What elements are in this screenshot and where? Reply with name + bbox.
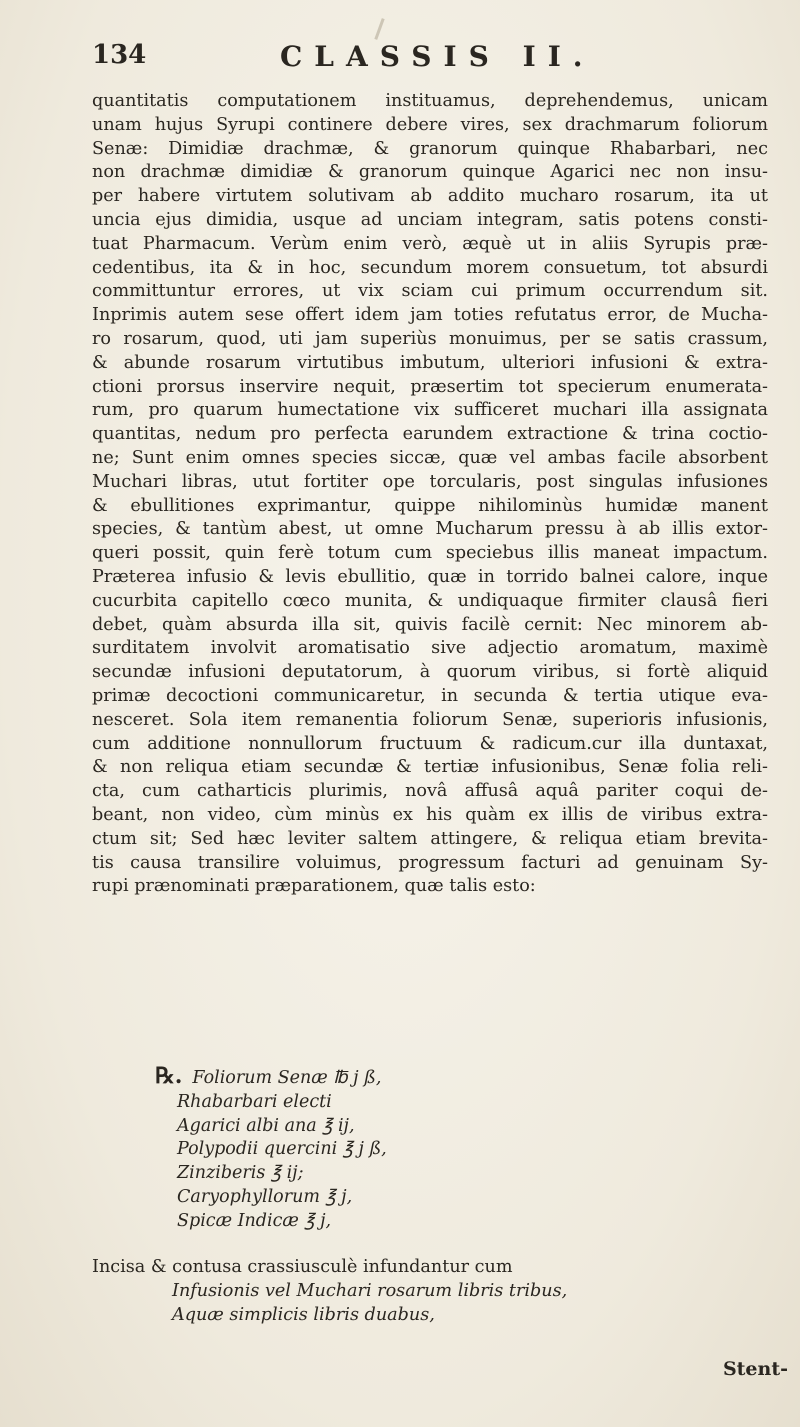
text-line: Præterea infusio & levis ebullitio, quæ in torrido balnei calore, inque xyxy=(92,566,768,587)
text-line: quantitatis computationem instituamus, deprehendemus, unicam xyxy=(92,91,768,111)
text-line: tis causa transilire voluimus, progressum facturi ad genuinam Sy- xyxy=(92,852,768,873)
text-line: ctum sit; Sed hæc leviter saltem attingere, & reliqua etiam brevita- xyxy=(92,828,768,849)
text-line: ro rosarum, quod, uti jam superiùs monuimus, per se satis crassum, xyxy=(92,328,768,349)
recipe-item: Agarici albi ana ℥ ij, xyxy=(177,1115,355,1136)
text-line: species, & tantùm abest, ut omne Mucharum pressu à ab illis extor- xyxy=(92,519,768,540)
text-line: per habere virtutem solutivam ab addito mucharo rosarum, ita ut xyxy=(92,186,768,207)
recipe-first-line xyxy=(155,1065,615,1091)
text-line: cum additione nonnullorum fructuum & radicum.cur illa duntaxat, xyxy=(92,733,768,754)
text-line: ctioni prorsus inservire nequit, præsertim tot specierum enumerata- xyxy=(92,376,768,397)
text-line: unam hujus Syrupi continere debere vires, sex drachmarum foliorum xyxy=(92,114,768,135)
text-line: & ebullitiones exprimantur, quippe nihilominùs humidæ manent xyxy=(92,495,768,516)
text-line: Inprimis autem sese offert idem jam toties refutatus error, de Mucha- xyxy=(92,305,768,326)
text-line: non drachmæ dimidiæ & granorum quinque Agarici nec non insu- xyxy=(92,162,768,183)
text-line: Senæ: Dimidiæ drachmæ, & granorum quinque Rhabarbari, nec xyxy=(92,138,768,159)
closing-line: Aquæ simplicis libris duabus, xyxy=(172,1304,435,1325)
page-number: 134 xyxy=(92,40,147,70)
text-line: rupi prænominati præparationem, quæ talis esto: xyxy=(92,876,536,897)
ink-blemish xyxy=(374,18,384,40)
closing-line: Incisa & contusa crassiusculè infundantur cum xyxy=(92,1257,513,1277)
recipe-item: Caryophyllorum ℥ j, xyxy=(177,1186,353,1207)
text-line: cta, cum catharticis plurimis, novâ affusâ aquâ pariter coqui de- xyxy=(92,781,768,802)
closing-text xyxy=(92,1256,768,1327)
text-line: secundæ infusioni deputatorum, à quorum viribus, si fortè aliquid xyxy=(92,662,768,683)
text-line: nesceret. Sola item remanentia foliorum Senæ, superioris infusionis, xyxy=(92,709,768,730)
text-line: committuntur errores, ut vix sciam cui primum occurrendum sit. xyxy=(92,281,768,302)
recipe-item: Polypodii quercini ℥ j ß, xyxy=(177,1139,387,1160)
catchword: Stent- xyxy=(722,1358,788,1380)
text-line: beant, non video, cùm minùs ex his quàm ex illis de viribus extra- xyxy=(92,804,768,825)
text-line: & non reliqua etiam secundæ & tertiæ infusionibus, Senæ folia reli- xyxy=(92,757,768,778)
recipe-block xyxy=(155,1065,615,1234)
page-header xyxy=(92,40,712,80)
text-line: surditatem involvit aromatisatio sive adjectio aromatum, maximè xyxy=(92,638,768,659)
text-line: cucurbita capitello cœco munita, & undiquaque firmiter clausâ fieri xyxy=(92,590,768,611)
recipe-item: Spicæ Indicæ ℥ j, xyxy=(177,1210,332,1231)
text-line: & abunde rosarum virtutibus imbutum, ulteriori infusioni & extra- xyxy=(92,352,768,373)
text-line: Muchari libras, utut fortiter ope torcularis, post singulas infusiones xyxy=(92,471,768,492)
text-line: tuat Pharmacum. Verùm enim verò, æquè ut in aliis Syrupis præ- xyxy=(92,233,768,254)
text-line: primæ decoctioni communicaretur, in secunda & tertia utique eva- xyxy=(92,685,768,706)
text-line: rum, pro quarum humectatione vix sufficeret muchari illa assignata xyxy=(92,400,768,421)
text-line: ne; Sunt enim omnes species siccæ, quæ vel ambas facile absorbent xyxy=(92,447,768,468)
text-line: queri possit, quin ferè totum cum speciebus illis maneat impactum. xyxy=(92,543,768,564)
recipe-symbol: ℞. xyxy=(155,1063,183,1089)
text-line: debet, quàm absurda illa sit, quivis facilè cernit: Nec minorem ab- xyxy=(92,614,768,635)
closing-line: Infusionis vel Muchari rosarum libris tribus, xyxy=(172,1280,568,1301)
text-line: uncia ejus dimidia, usque ad unciam integram, satis potens consti- xyxy=(92,209,768,230)
body-text xyxy=(92,90,768,899)
text-line: cedentibus, ita & in hoc, secundum morem consuetum, tot absurdi xyxy=(92,257,768,278)
recipe-item: Foliorum Senæ ℔ j ß, xyxy=(192,1068,382,1088)
running-head: CLASSIS II. xyxy=(280,40,595,73)
recipe-item: Zinziberis ℥ ij; xyxy=(177,1163,304,1184)
text-line: quantitas, nedum pro perfecta earundem extractione & trina coctio- xyxy=(92,424,768,445)
recipe-item: Rhabarbari electi xyxy=(177,1091,332,1112)
